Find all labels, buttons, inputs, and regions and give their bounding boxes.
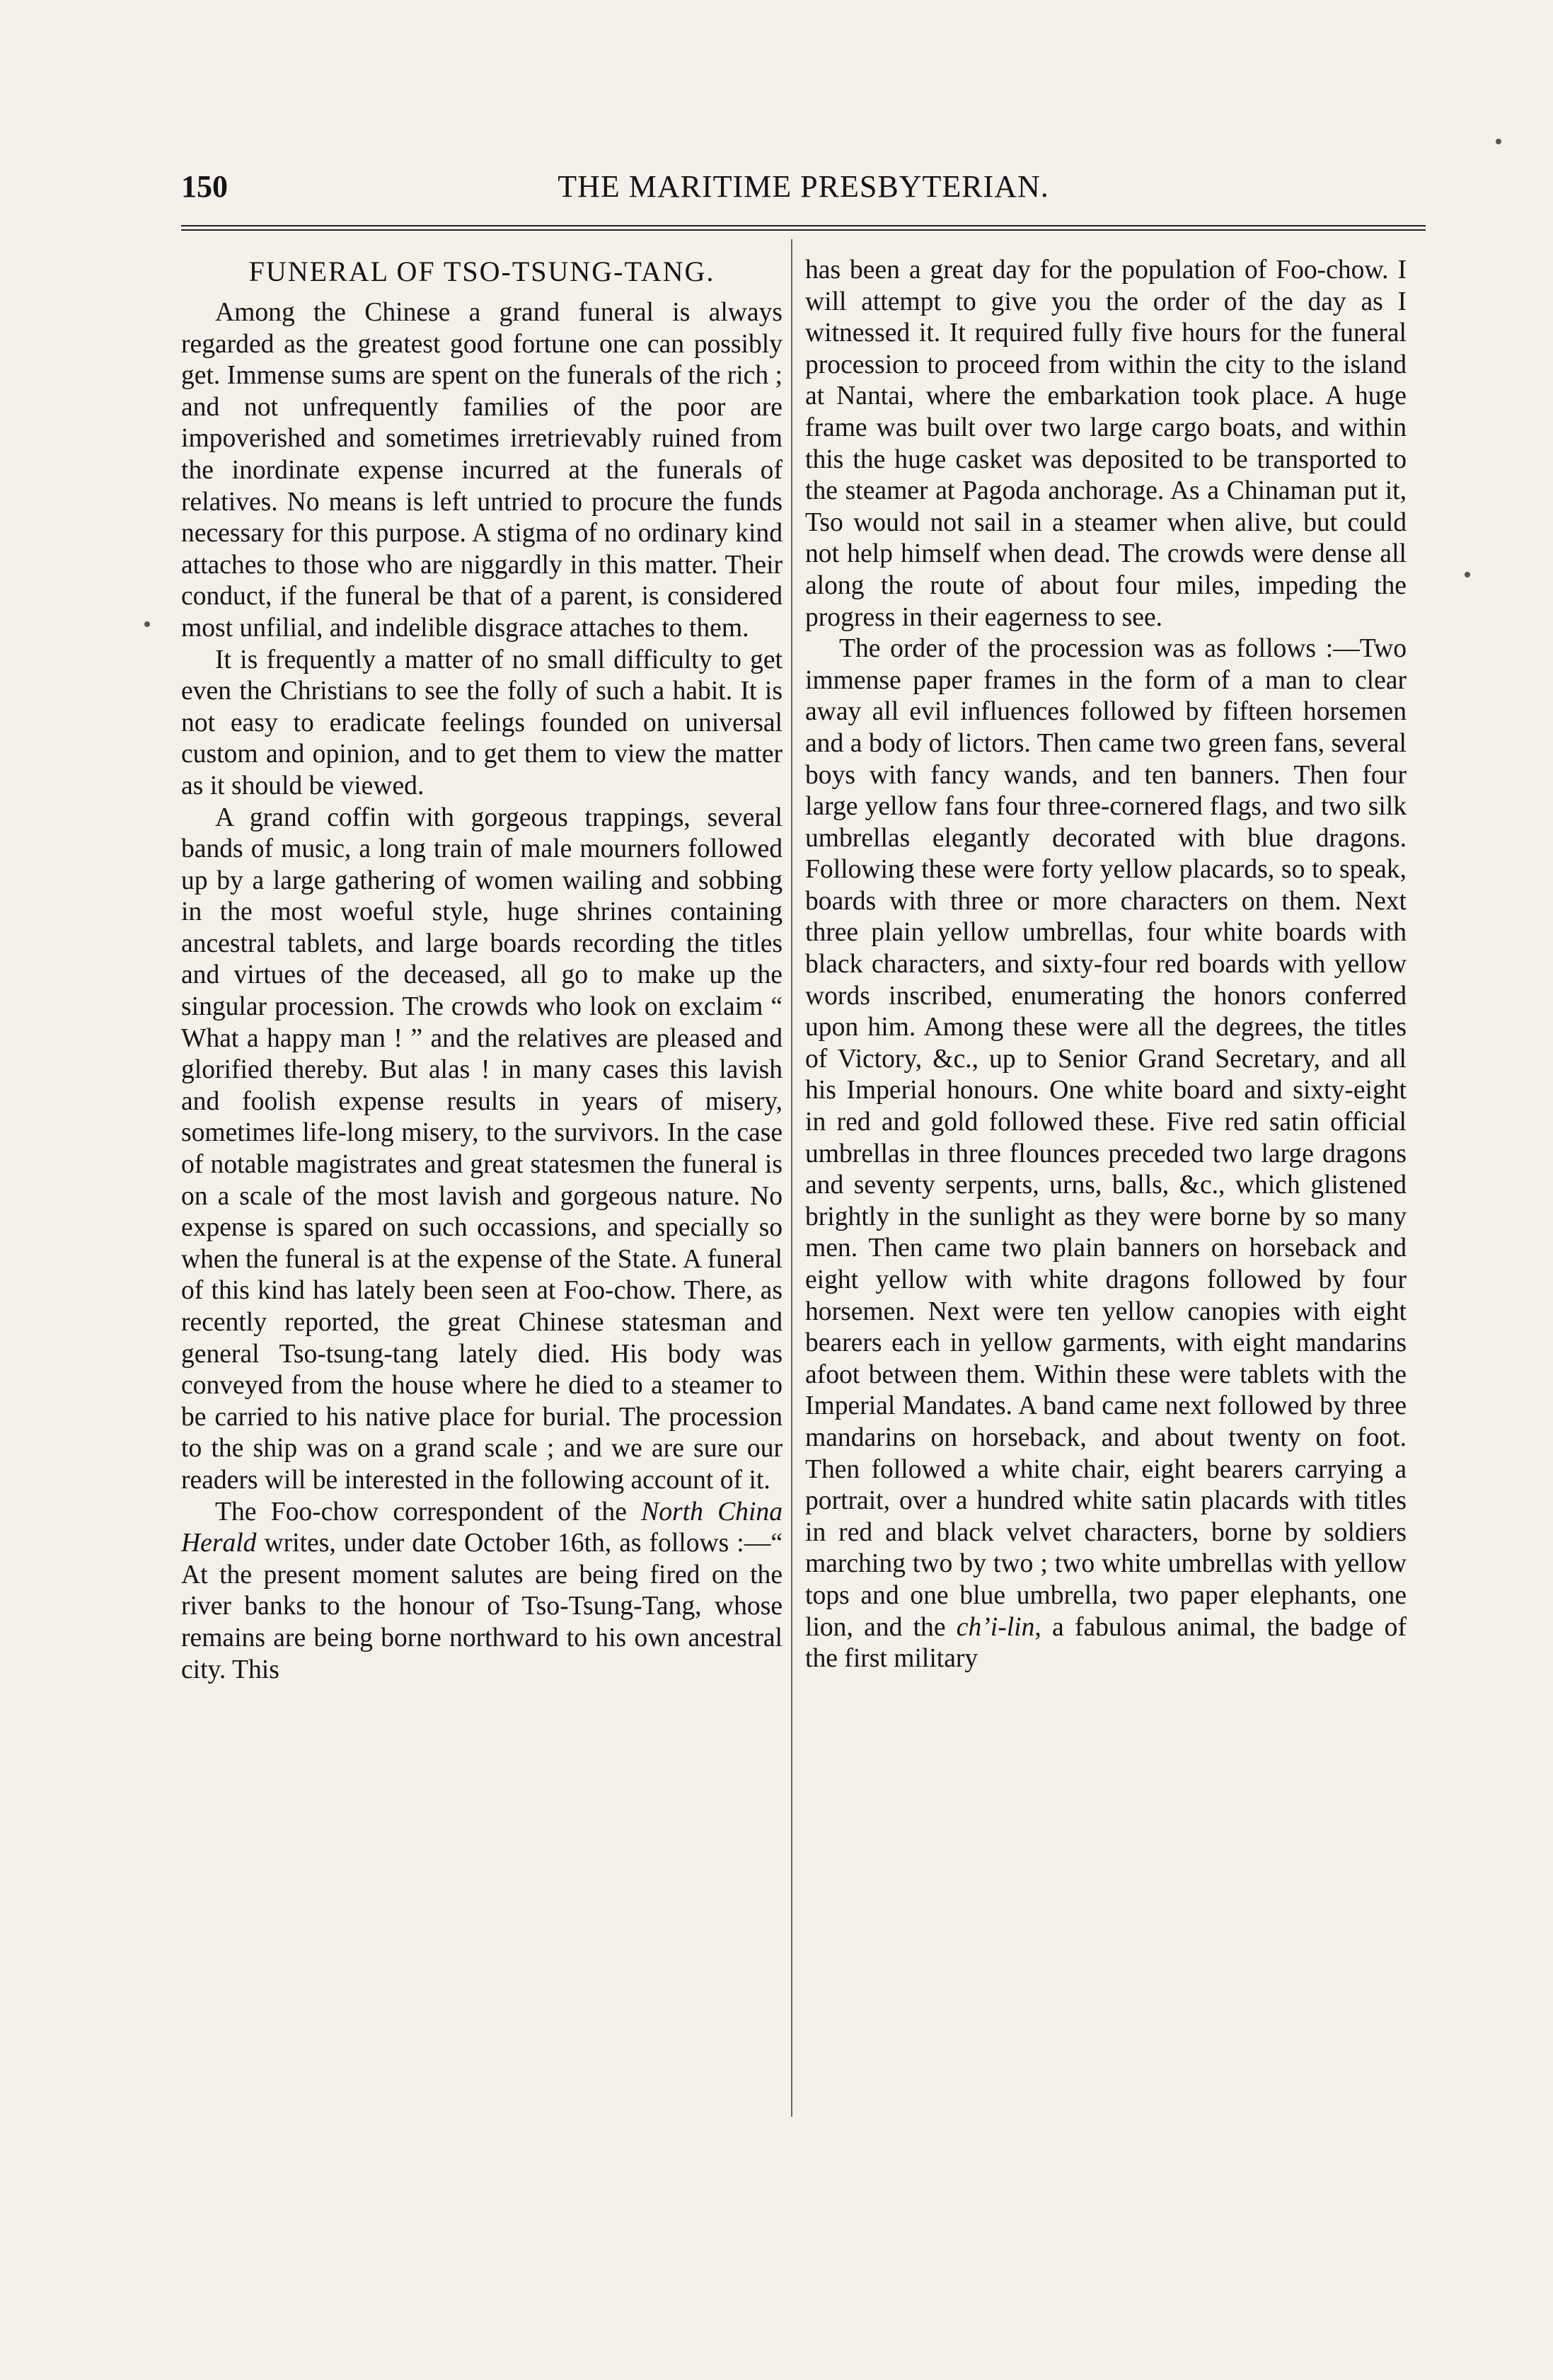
header-double-rule bbox=[181, 225, 1426, 231]
left-column bbox=[181, 255, 783, 1686]
paragraph-christians-habit: It is frequently a matter of no small difficulty to get even the Christians to see the folly of such a habit. It is not easy to eradicate feelings founded on universal custom and opinion, and to get them to view the matter as it should be viewed. bbox=[181, 645, 783, 800]
article-title: FUNERAL OF TSO-TSUNG-TANG. bbox=[248, 255, 715, 287]
scan-speck bbox=[1496, 139, 1501, 144]
paragraph-funeral-fortune: Among the Chinese a grand funeral is always regarded as the greatest good fortune one can possibly get. Immense sums are spent on the funerals of the rich ; and not unfrequently families of the poor are impoverished and sometimes irretrievably ruined from the inordinate expense incurred at the funerals of relatives. No means is left untried to procure the funds necessary for this purpose. A stigma of no ordinary kind attaches to those who are niggardly in this matter. Their conduct, if the funeral be that of a parent, is considered most unfilial, and indelible disgrace attaches to them. bbox=[181, 298, 783, 643]
procession-order-text: The order of the procession was as follows :—Two immense paper frames in the form of a man to clear away all evil influences followed by fifteen horsemen and a body of lictors. Then came two green fans, several boys with fancy wands, and ten banners. Then four large yellow fans four three-cornered flags, and two silk umbrellas elegantly decorated with blue dragons. Following these were forty yellow placards, so to speak, boards with three or more characters on them. Next three plain yellow umbrellas, four white boards with black characters, and sixty-four red boards with yellow words inscribed, enumerating the honors conferred upon him. Among these were all the degrees, the titles of Victory, &c., up to Senior Grand Secretary, and all his Imperial honours. One white board and sixty-eight in red and gold followed these. Five red satin official umbrellas in three flounces preceded two large dragons and seventy serpents, urns, balls, &c., which glistened brightly in the sunlight as they were borne by so many men. Then came two plain banners on horseback and eight yellow with white dragons followed by four horsemen. Next were ten yellow canopies with eight bearers each in yellow garments, with eight mandarins afoot between them. Within these were tablets with the Imperial Mandates. A band came next followed by three mandarins on horseback, and about twenty on foot. Then followed a white chair, eight bearers carrying a portrait, over a hundred white satin placards with titles in red and black velvet characters, borne by soldiers marching two by two ; two white umbrellas with yellow tops and one blue umbrella, two paper elephants, one lion, and the bbox=[805, 634, 1407, 1642]
paragraph-grand-coffin: A grand coffin with gorgeous trappings, several bands of music, a long train of male mourners followed up by a large gathering of women wailing and sobbing in the most woeful style, huge shrines containing ancestral tablets, and large boards recording the titles and virtues of the deceased, all go to make up the singular procession. The crowds who look on exclaim “ What a happy man ! ” and the relatives are pleased and glorified thereby. But alas ! in many cases this lavish and foolish expense results in years of misery, sometimes life-long misery, to the survivors. In the case of notable magistrates and great statesmen the funeral is on a scale of the most lavish and gorgeous nature. No expense is spared on such occassions, and specially so when the funeral is at the expense of the State. A funeral of this kind has lately been seen at Foo-chow. There, as recently reported, the great Chinese statesman and general Tso-tsung-tang lately died. His body was conveyed from the house where he died to a steamer to be carried to his native place for burial. The procession to the ship was on a grand scale ; and we are sure our readers will be interested in the following account of it. bbox=[181, 803, 783, 1495]
paragraph-great-day: has been a great day for the population of Foo-chow. I will attempt to give you the order of the day as I witnessed it. It required fully five hours for the funeral procession to proceed from within the city to the island at Nantai, where the embarkation took place. A huge frame was built over two large cargo boats, and within this the huge casket was deposited to be transported to the steamer at Pagoda anchorage. As a Chinaman put it, Tso would not sail in a steamer when alive, but could not help himself when dead. The crowds were dense all along the route of about four miles, impeding the progress in their eagerness to see. bbox=[805, 255, 1407, 632]
correspondent-intro: The Foo-chow correspondent of the bbox=[215, 1497, 642, 1527]
page-header bbox=[181, 168, 1426, 211]
procession-order-end: , a fabulous animal, the badge of the first military bbox=[805, 1612, 1407, 1674]
scan-speck bbox=[144, 621, 150, 627]
column-divider bbox=[791, 239, 792, 2117]
paragraph-correspondent bbox=[181, 1497, 783, 1686]
newspaper-name: North China Herald bbox=[181, 1497, 783, 1558]
scan-speck bbox=[1465, 572, 1470, 577]
right-column bbox=[805, 255, 1407, 1675]
page-number: 150 bbox=[181, 169, 228, 204]
chilin-term: ch’i-lin bbox=[956, 1612, 1035, 1642]
running-title: THE MARITIME PRESBYTERIAN. bbox=[558, 169, 1049, 204]
paragraph-procession-order bbox=[805, 633, 1407, 1675]
correspondent-quote: writes, under date October 16th, as follows :—“ At the present moment salutes are being fired on the river banks to the honour of Tso-Tsung-Tang, whose remains are being borne northward to his own ancestral city. This bbox=[181, 1529, 783, 1684]
